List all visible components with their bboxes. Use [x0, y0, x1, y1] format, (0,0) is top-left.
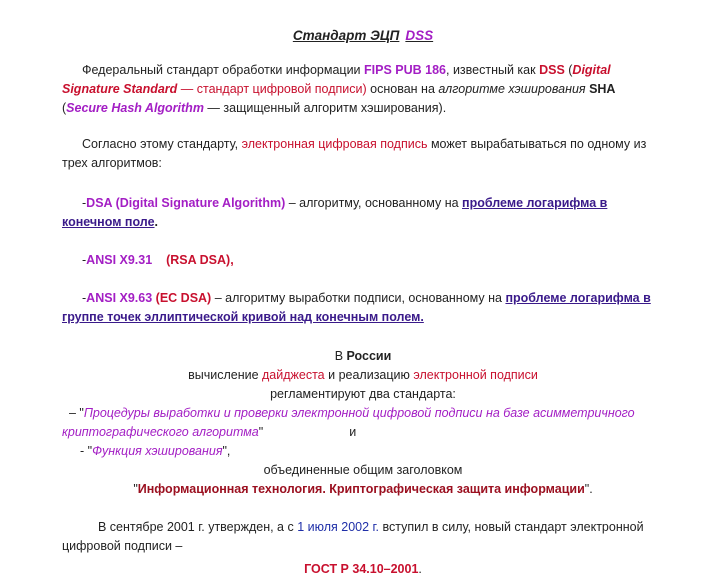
text: ". [584, 482, 593, 496]
text: ", [222, 444, 231, 458]
infotech-title: Информационная технология. Криптографическая защита информации [137, 482, 585, 496]
dot: . [154, 215, 159, 229]
list-item-ansi-x963 [62, 289, 664, 327]
list-dash: - [82, 196, 87, 210]
list-item-dsa [62, 194, 664, 232]
dsa-name: DSA (Digital Signature Algorithm) [86, 196, 286, 210]
text: – алгоритму, основанному на [285, 196, 463, 210]
text: объединенные общим заголовком [263, 463, 463, 477]
dss-translation: — стандарт цифровой подписи) [177, 82, 367, 96]
text: основан на [366, 82, 439, 96]
digest-term: дайджеста [262, 368, 325, 382]
paragraph-fips [62, 61, 664, 118]
ansi-x963-name: ANSI X9.63 [86, 291, 153, 305]
text: Федеральный стандарт обработки информации [82, 63, 365, 77]
date-highlight: 1 июля 2002 г. [297, 520, 380, 534]
text: – алгоритму выработки подписи, основанному на [211, 291, 506, 305]
dot: . [418, 562, 422, 576]
ec-link[interactable]: проблеме логарифма в группе точек эллиптической кривой над конечным полем. [62, 291, 651, 324]
rsa-dsa: (RSA DSA) [166, 253, 231, 267]
title-prefix: Стандарт ЭЦП [292, 28, 400, 43]
standard-procedures [62, 404, 664, 442]
text: — защищенный алгоритм хэширования). [203, 101, 447, 115]
text: регламентируют два стандарта: [270, 387, 456, 401]
text: ( [62, 101, 67, 115]
text: " [258, 425, 264, 439]
common-title [62, 480, 664, 499]
list-dash: - [82, 253, 87, 267]
ansi-x931-name: ANSI X9.31 [86, 253, 153, 267]
text: " [133, 482, 138, 496]
text: В сентябре 2001 г. утвержден, а с [98, 520, 298, 534]
russia-line-2 [62, 366, 664, 385]
russia-word: России [346, 349, 392, 363]
dss-acronym: DSS [539, 63, 565, 77]
procedures-title: Процедуры выработки и проверки электронной цифровой подписи на базе асимметричного криптографического алгоритма [62, 406, 635, 439]
signature-term: электронной подписи [413, 368, 538, 382]
sha-acronym: SHA [585, 82, 616, 96]
fips-code: FIPS PUB 186 [364, 63, 446, 77]
text: Согласно этому стандарту, [82, 137, 242, 151]
hash-function-title: Функция хэширования [92, 444, 223, 458]
common-title-line [62, 461, 664, 480]
comma: , [230, 253, 234, 267]
standard-hash [62, 442, 664, 461]
text: – " [68, 406, 84, 420]
text: , известный как [446, 63, 540, 77]
title-accent: DSS [405, 28, 434, 43]
text: - " [80, 444, 93, 458]
hash-phrase: алгоритме хэширования [438, 82, 586, 96]
text: вычисление [188, 368, 263, 382]
paragraph-gost [62, 518, 664, 556]
eds-term: электронная цифровая подпись [241, 137, 428, 151]
list-dash: - [82, 291, 87, 305]
ec-dsa: (EC DSA) [152, 291, 212, 305]
paragraph-algorithms [62, 135, 664, 173]
russia-block [62, 347, 664, 404]
list-item-ansi-x931 [62, 251, 664, 270]
text: может вырабатываться по одному из трех алгоритмов: [62, 137, 647, 170]
russia-line-3 [62, 385, 664, 404]
text: В [334, 349, 347, 363]
document-title [62, 28, 664, 43]
text: вступил в силу, новый стандарт электронной цифровой подписи – [62, 520, 644, 553]
text: ( [564, 63, 573, 77]
gost-line [62, 560, 664, 579]
text: и реализацию [324, 368, 414, 382]
dsa-link[interactable]: проблеме логарифма в конечном поле [62, 196, 608, 229]
russia-line-1 [62, 347, 664, 366]
gost-code: ГОСТ Р 34.10–2001 [304, 562, 419, 576]
conjunction: и [349, 425, 357, 439]
sha-fullname: Secure Hash Algorithm [66, 101, 204, 115]
dss-fullname: Digital Signature Standard [62, 63, 611, 96]
